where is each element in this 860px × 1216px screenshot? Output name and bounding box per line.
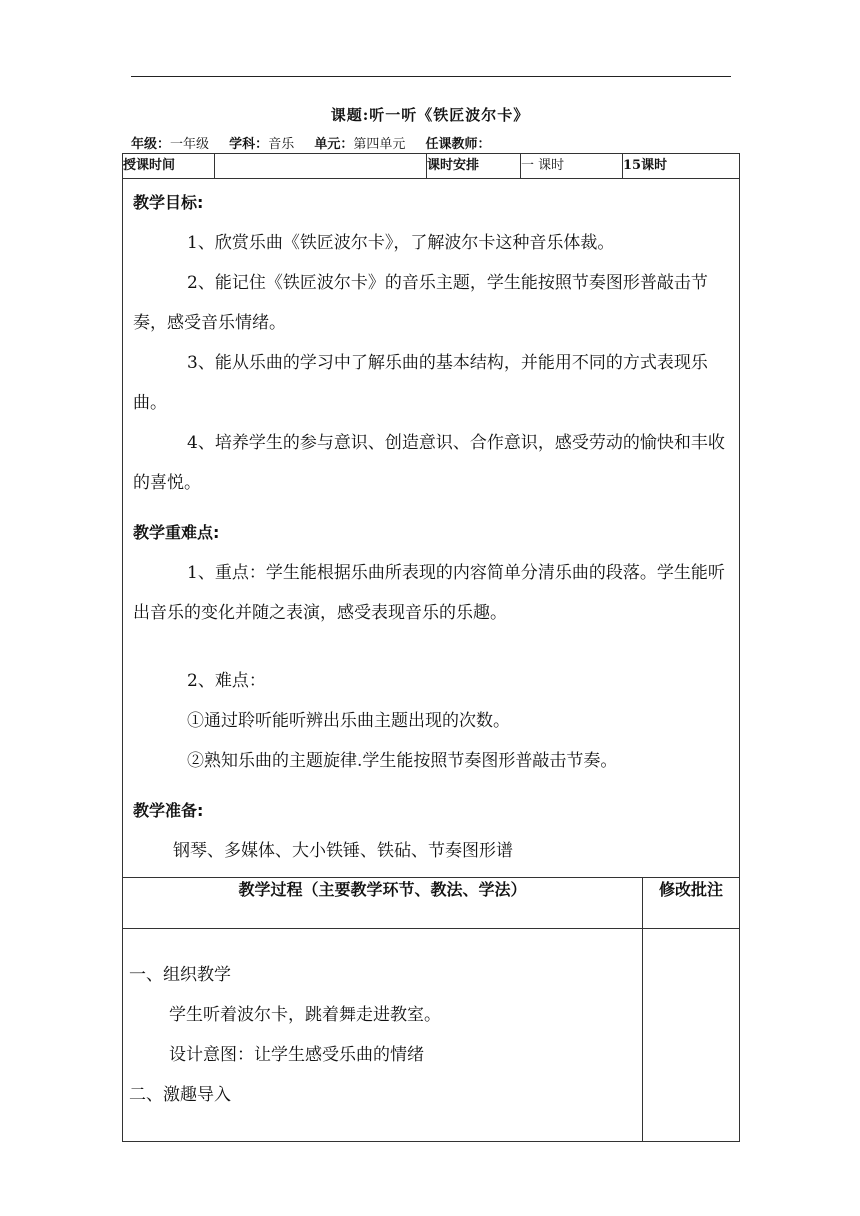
difficulty-item: ①通过聆听能听辨出乐曲主题出现的次数。 [187, 711, 510, 731]
teacher-label: 任课教师： [425, 137, 491, 152]
key-points-heading: 教学重难点: [133, 523, 220, 542]
unit-value: 第四单元 [353, 137, 406, 152]
difficulty-label: 2、难点： [187, 671, 266, 691]
process-content [123, 929, 643, 1142]
objective-item: 3、能从乐曲的学习中了解乐曲的基本结构，并能用不同的方式表现乐曲。 [133, 353, 708, 413]
lesson-table [122, 178, 740, 1142]
process-step: 一、组织教学 [129, 965, 231, 985]
process-step: 设计意图：让学生感受乐曲的情绪 [169, 1045, 424, 1065]
lesson-content-cell [123, 179, 740, 878]
focus-point: 1、重点：学生能根据乐曲所表现的内容简单分清乐曲的段落。学生能听出音乐的变化并随之表演，感受表现音乐的乐趣。 [133, 563, 725, 623]
objective-item: 4、培养学生的参与意识、创造意识、合作意识，感受劳动的愉快和丰收的喜悦。 [133, 433, 725, 493]
preparation-text: 钢琴、多媒体、大小铁锤、铁砧、节奏图形谱 [173, 841, 513, 861]
notes-cell[interactable] [643, 929, 740, 1142]
difficulty-item: ②熟知乐曲的主题旋律.学生能按照节奏图形普敲击节奏。 [187, 751, 618, 771]
time-label: 授课时间 [123, 154, 215, 179]
lesson-meta [131, 133, 491, 152]
top-rule [131, 76, 731, 77]
process-step: 二、激趣导入 [129, 1085, 231, 1105]
process-step: 学生听着波尔卡，跳着舞走进教室。 [169, 1005, 441, 1025]
grade-value: 一年级 [170, 137, 210, 152]
subject-label: 学科： [229, 137, 269, 152]
header-table [122, 153, 740, 179]
schedule-label: 课时安排 [427, 154, 521, 179]
unit-label: 单元： [314, 137, 354, 152]
process-heading: 教学过程（主要教学环节、教法、学法） [123, 878, 643, 929]
objective-item: 1、欣赏乐曲《铁匠波尔卡》，了解波尔卡这种音乐体裁。 [187, 233, 615, 253]
objectives-heading: 教学目标: [133, 193, 204, 212]
grade-label: 年级： [131, 137, 171, 152]
objective-item: 2、能记住《铁匠波尔卡》的音乐主题，学生能按照节奏图形普敲击节奏，感受音乐情绪。 [133, 273, 708, 333]
total-hours: 15课时 [623, 154, 740, 179]
notes-heading: 修改批注 [643, 878, 740, 929]
subject-value: 音乐 [268, 137, 295, 152]
lesson-title: 课题:听一听《铁匠波尔卡》 [330, 106, 530, 124]
preparation-heading: 教学准备: [133, 801, 204, 820]
schedule-value: 一 课时 [521, 154, 623, 179]
time-value [215, 154, 427, 179]
